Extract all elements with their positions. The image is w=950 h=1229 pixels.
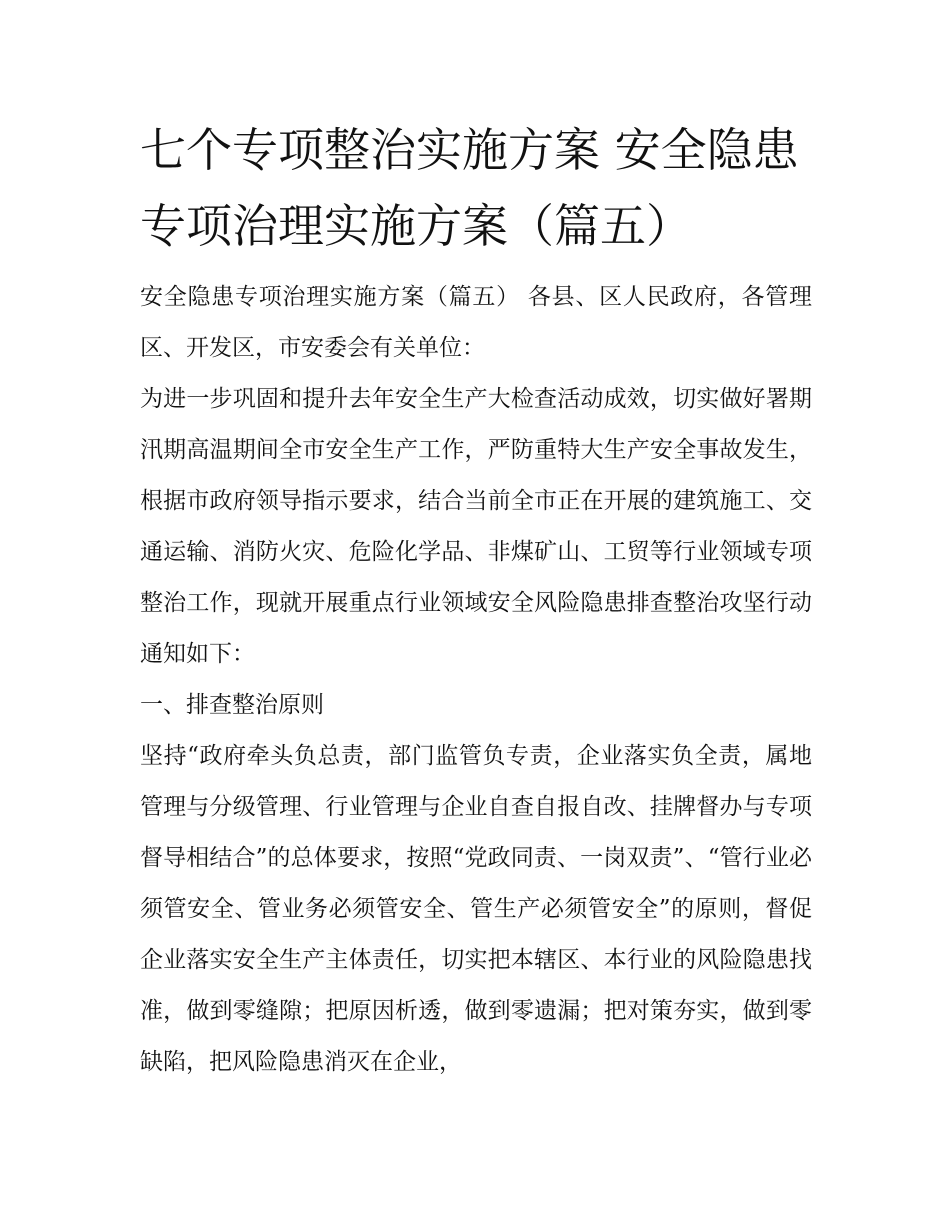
document-body <box>140 112 812 1088</box>
paragraph-addressee: 安全隐患专项治理实施方案（篇五） 各县、区人民政府，各管理区、开发区，市安委会有关单位： <box>140 284 812 361</box>
paragraph-principles: 坚持“政府牵头负总责，部门监管负专责，企业落实负全责，属地管理与分级管理、行业管理与企业自查自报自改、挂牌督办与专项督导相结合”的总体要求，按照“党政同责、一岗双责”、“管行业必须管安全、管业务必须管安全、管生产必须管安全”的原则，督促企业落实安全生产主体责任，切实把本辖区、本行业的风险隐患找准，做到零缝隙；把原因析透，做到零遗漏；把对策夯实，做到零缺陷，把风险隐患消灭在企业， <box>140 743 812 1075</box>
section-heading-principles: 一、排查整治原则 <box>140 692 324 718</box>
paragraph-intro: 为进一步巩固和提升去年安全生产大检查活动成效，切实做好署期汛期高温期间全市安全生产工作，严防重特大生产安全事故发生，根据市政府领导指示要求，结合当前全市正在开展的建筑施工、交通运输、消防火灾、危险化学品、非煤矿山、工贸等行业领域专项整治工作，现就开展重点行业领域安全风险隐患排查整治攻坚行动通知如下： <box>140 386 812 667</box>
document-title: 七个专项整治实施方案 安全隐患专项治理实施方案（篇五） <box>140 123 799 253</box>
